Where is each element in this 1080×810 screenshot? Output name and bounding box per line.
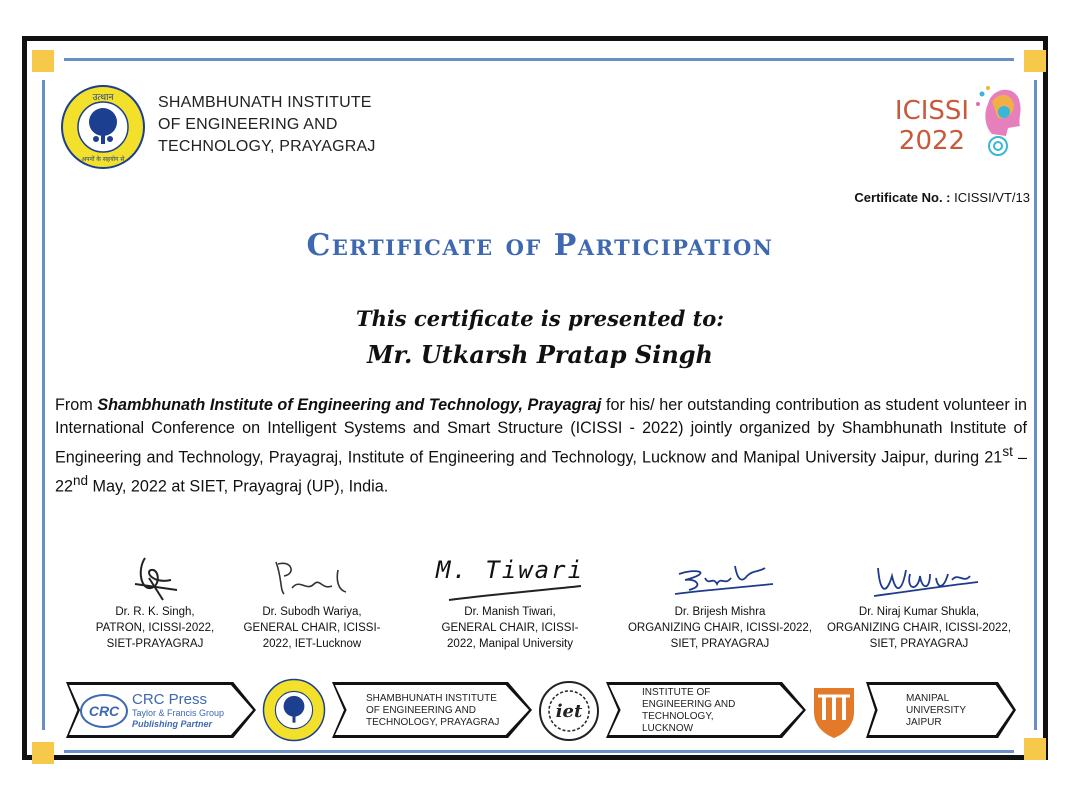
signatory-block <box>620 556 820 652</box>
body-text-part: for his/ her outstanding contribution as student volunteer in International Conference on Intelligent Systems and Smart Structure (ICISSI - 2022) jointly organized by Shambhunath Institute of Engineering and Technology, Prayagraj, Institute of Engineering and Technology, Lucknow and Manipal University Jaipur, during 21 <box>55 396 1028 467</box>
signature-image <box>115 550 195 604</box>
signatory-name: Dr. Niraj Kumar Shukla, <box>858 606 980 618</box>
body-sup: st <box>1002 444 1013 459</box>
signatory-name: Dr. Manish Tiwari, <box>464 606 556 618</box>
signature-image <box>854 556 984 604</box>
certificate-body <box>55 394 1027 499</box>
conference-name-line: ICISSI <box>894 96 970 126</box>
logo-top-text: उत्थान <box>92 93 114 103</box>
frame-line <box>42 80 45 730</box>
siet-partner-line: OF ENGINEERING AND <box>366 705 477 716</box>
signatory-org: SIET, PRAYAGRAJ <box>670 638 770 650</box>
iet-partner-line: ENGINEERING AND <box>642 699 736 710</box>
manipal-partner-line: JAIPUR <box>906 717 942 728</box>
institute-name <box>158 92 418 158</box>
siet-partner-name <box>366 693 516 729</box>
signatory-role: GENERAL CHAIR, ICISSI- <box>441 622 579 634</box>
signatory-role: GENERAL CHAIR, ICISSI- <box>243 622 381 634</box>
institute-name-line: OF ENGINEERING AND <box>158 116 338 133</box>
manipal-partner-name <box>906 693 996 729</box>
signatory-name: Dr. R. K. Singh, <box>115 606 195 618</box>
crc-text <box>132 692 242 730</box>
logo-bottom-text: अपनों के सहयोग से <box>81 156 125 163</box>
iet-partner-line: LUCKNOW <box>642 723 694 734</box>
conference-name <box>888 96 976 156</box>
signatory-org: SIET, PRAYAGRAJ <box>869 638 969 650</box>
corner-ornament <box>1024 738 1046 760</box>
signatory-role: PATRON, ICISSI-2022, <box>95 622 215 634</box>
signatory-block <box>70 550 240 652</box>
siet-partner-line: SHAMBHUNATH INSTITUTE <box>366 693 497 704</box>
body-sup: nd <box>73 473 89 489</box>
signatory-name: Dr. Brijesh Mishra <box>674 606 766 618</box>
signatory-org: 2022, IET-Lucknow <box>262 638 362 650</box>
signatory-role: ORGANIZING CHAIR, ICISSI-2022, <box>627 622 813 634</box>
certificate-number <box>854 190 1030 205</box>
crc-name: CRC Press <box>132 691 208 708</box>
certificate-number-value: ICISSI/VT/13 <box>954 190 1030 205</box>
crc-badge: CRC <box>80 694 128 728</box>
body-dash: – 22 <box>55 448 1027 496</box>
frame-line <box>1034 80 1037 730</box>
manipal-partner-line: UNIVERSITY <box>906 705 967 716</box>
crc-sub: Taylor & Francis Group <box>132 708 225 718</box>
institute-name-line: SHAMBHUNATH INSTITUTE <box>158 94 372 111</box>
certificate-number-label: Certificate No. : <box>854 190 951 205</box>
conference-year: 2022 <box>898 126 966 156</box>
manipal-partner-line: MANIPAL <box>906 693 950 704</box>
iet-partner-name <box>642 687 762 735</box>
institute-logo <box>60 84 146 170</box>
corner-ornament <box>32 50 54 72</box>
body-institute: Shambhunath Institute of Engineering and Technology, Prayagraj <box>97 396 602 414</box>
signature-image <box>655 556 785 604</box>
partner-strip <box>66 680 1016 742</box>
signatory-block <box>824 556 1014 652</box>
institute-name-line: TECHNOLOGY, PRAYAGRAJ <box>158 138 376 155</box>
body-from: From <box>55 396 98 414</box>
recipient-name: Mr. Utkarsh Pratap Singh <box>366 340 714 369</box>
iet-partner-line: TECHNOLOGY, <box>642 711 714 722</box>
corner-ornament <box>1024 50 1046 72</box>
signature-underline <box>435 584 585 604</box>
corner-ornament <box>32 742 54 764</box>
manipal-logo <box>808 682 860 742</box>
crc-tag: Publishing Partner <box>132 719 213 729</box>
siet-partner-line: TECHNOLOGY, PRAYAGRAJ <box>366 717 500 728</box>
signature-image <box>262 550 362 604</box>
frame-line <box>64 750 1014 753</box>
signatory-name: Dr. Subodh Wariya, <box>262 606 362 618</box>
signatory-org: 2022, Manipal University <box>447 638 573 650</box>
signatory-org: SIET-PRAYAGRAJ <box>106 638 204 650</box>
signatory-role: ORGANIZING CHAIR, ICISSI-2022, <box>826 622 1012 634</box>
frame-line <box>64 58 1014 61</box>
iet-badge-text: iet <box>555 701 583 722</box>
body-text-part: May, 2022 at SIET, Prayagraj (UP), India. <box>88 477 389 496</box>
signatory-block <box>232 550 392 652</box>
certificate-title: Certificate of Participation <box>306 228 774 263</box>
iet-logo <box>538 680 600 742</box>
iet-partner-line: INSTITUTE OF <box>642 687 711 698</box>
siet-small-logo <box>262 678 326 742</box>
signatory-block <box>420 556 600 652</box>
presented-to-line: This certificate is presented to: <box>355 306 725 331</box>
signature-text: M. Tiwari <box>435 556 585 584</box>
